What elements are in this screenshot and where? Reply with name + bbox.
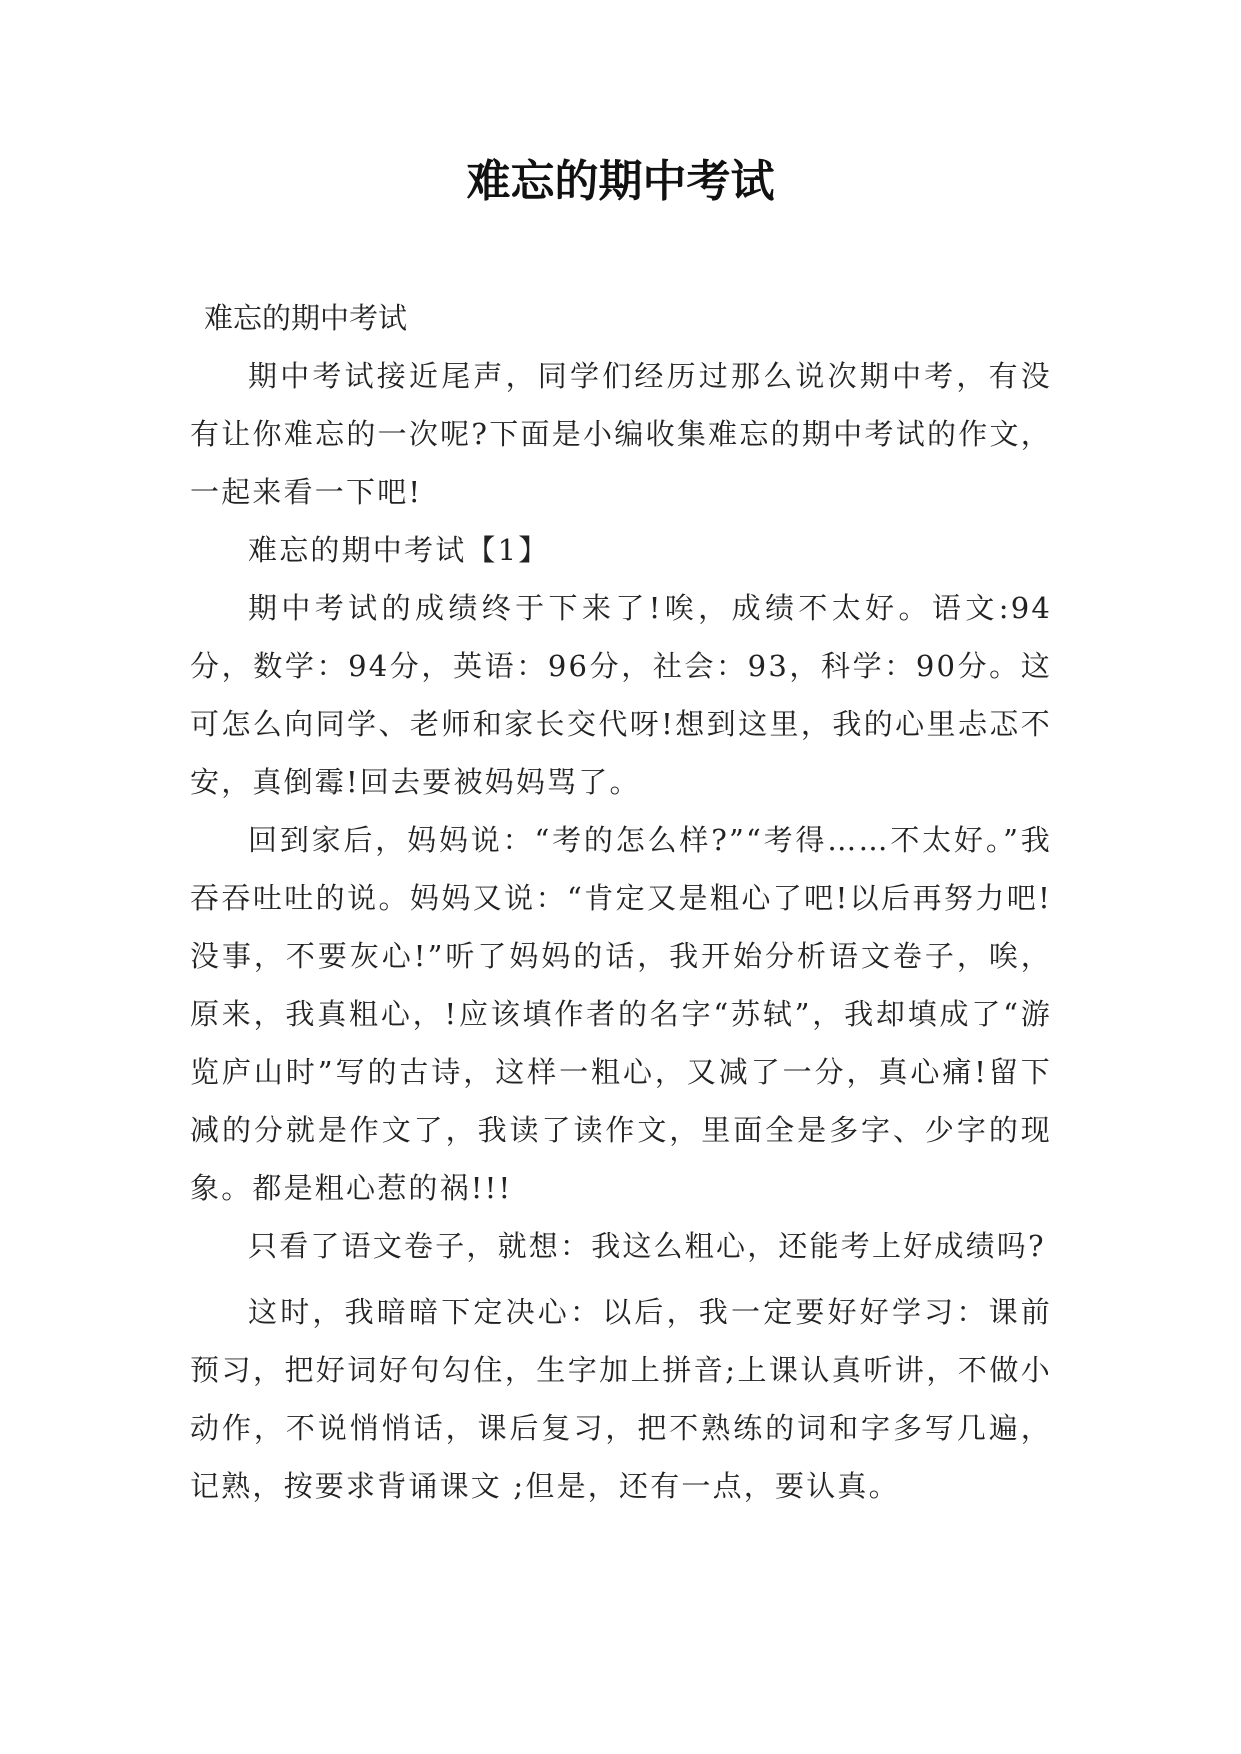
paragraph-reflection: 只看了语文卷子，就想：我这么粗心，还能考上好成绩吗? xyxy=(248,1229,1046,1263)
article-subtitle: 难忘的期中考试 xyxy=(204,301,408,335)
paragraph-scores: 期中考试的成绩终于下来了!唉，成绩不太好。语文:94分，数学：94分，英语：96分，社会：93，科学：90分。这可怎么向同学、老师和家长交代呀!想到这里，我的心里忐忑不安，真倒霉!回去要被妈妈骂了。 xyxy=(190,591,1052,799)
paragraph-resolution: 这时，我暗暗下定决心：以后，我一定要好好学习：课前预习，把好词好句勾住，生字加上拼音;上课认真听讲，不做小动作，不说悄悄话，课后复习，把不熟练的词和字多写几遍，记熟，按要求背诵课文 ;但是，还有一点，要认真。 xyxy=(190,1295,1052,1503)
section-heading: 难忘的期中考试【1】 xyxy=(248,533,550,567)
document-title: 难忘的期中考试 xyxy=(466,156,775,207)
paragraph-home: 回到家后，妈妈说：“考的怎么样?”“考得……不太好。”我吞吞吐吐的说。妈妈又说：“肯定又是粗心了吧!以后再努力吧!没事，不要灰心!”听了妈妈的话，我开始分析语文卷子，唉，原来，我真粗心，!应该填作者的名字“苏轼”，我却填成了“游览庐山时”写的古诗，这样一粗心，又减了一分，真心痛!留下减的分就是作文了，我读了读作文，里面全是多字、少字的现象。都是粗心惹的祸!!! xyxy=(190,823,1052,1205)
document-body xyxy=(190,289,1052,1515)
intro-paragraph: 期中考试接近尾声，同学们经历过那么说次期中考，有没有让你难忘的一次呢?下面是小编收集难忘的期中考试的作文，一起来看一下吧! xyxy=(190,359,1052,509)
